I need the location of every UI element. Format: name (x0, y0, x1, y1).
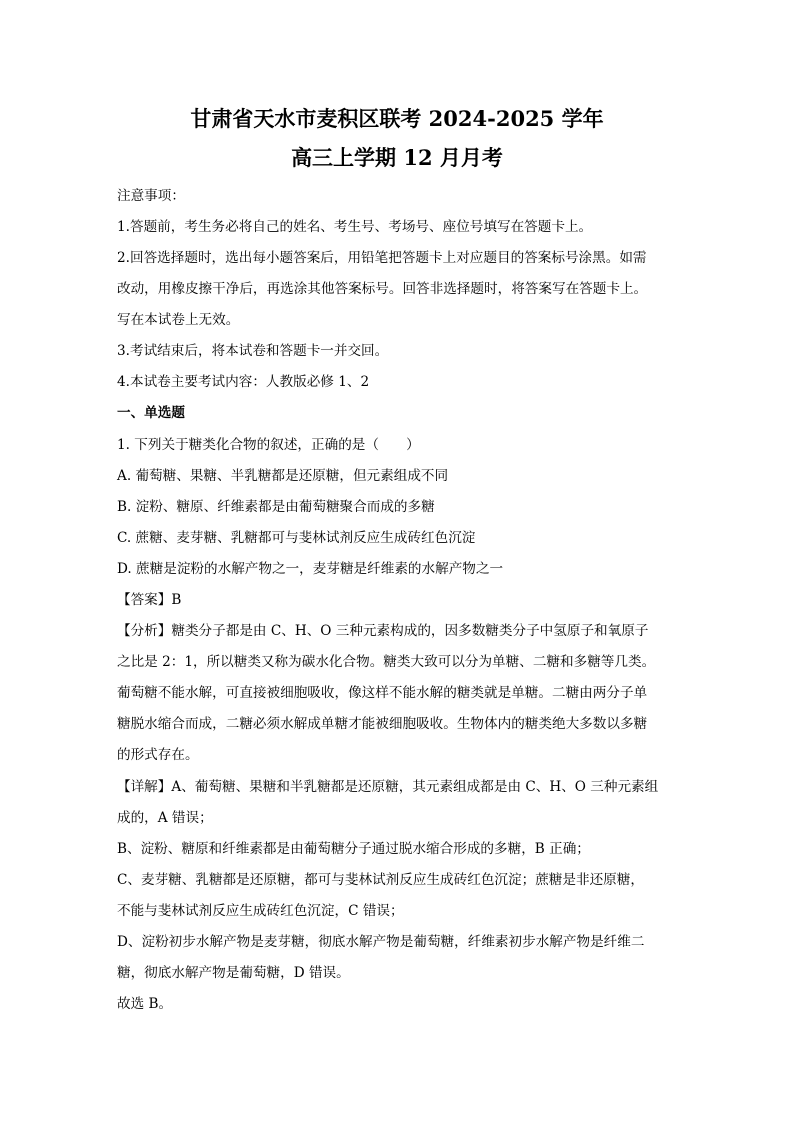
detail-line: 【详解】A、葡萄糖、果糖和半乳糖都是还原糖，其元素组成都是由 C、H、O 三种元素组 (117, 779, 659, 795)
option-a: A. 葡萄糖、果糖、半乳糖都是还原糖，但元素组成不同 (117, 468, 449, 484)
option-d: D. 蔗糖是淀粉的水解产物之一，麦芽糖是纤维素的水解产物之一 (117, 561, 504, 577)
detail-line: 糖，彻底水解产物是葡萄糖，D 错误。 (117, 965, 350, 981)
notice-line: 改动，用橡皮擦干净后，再选涂其他答案标号。回答非选择题时，将答案写在答题卡上。 (117, 281, 648, 297)
option-b: B. 淀粉、糖原、纤维素都是由葡萄糖聚合而成的多糖 (117, 499, 435, 515)
notice-line: 3.考试结束后，将本试卷和答题卡一并交回。 (117, 343, 389, 359)
analysis-line: 的形式存在。 (117, 747, 199, 763)
exam-title-line-1: 甘肃省天水市麦积区联考 2024-2025 学年 (190, 106, 604, 131)
notice-line: 1.答题前，考生务必将自己的姓名、考生号、考场号、座位号填写在答题卡上。 (117, 219, 593, 235)
answer-line: 【答案】B (117, 592, 182, 608)
question-stem: 1. 下列关于糖类化合物的叙述，正确的是（ ） (117, 437, 420, 453)
detail-line: 不能与斐林试剂反应生成砖红色沉淀，C 错误； (117, 903, 404, 919)
detail-line: B、淀粉、糖原和纤维素都是由葡萄糖分子通过脱水缩合形成的多糖，B 正确； (117, 841, 590, 857)
analysis-line: 【分析】糖类分子都是由 C、H、O 三种元素构成的，因多数糖类分子中氢原子和氧原子 (117, 623, 649, 639)
conclusion-line: 故选 B。 (117, 996, 173, 1012)
detail-line: D、淀粉初步水解产物是麦芽糖，彻底水解产物是葡萄糖，纤维素初步水解产物是纤维二 (117, 934, 645, 950)
analysis-line: 葡萄糖不能水解，可直接被细胞吸收，像这样不能水解的糖类就是单糖。二糖由两分子单 (117, 685, 648, 701)
option-c: C. 蔗糖、麦芽糖、乳糖都可与斐林试剂反应生成砖红色沉淀 (117, 530, 476, 546)
detail-line: C、麦芽糖、乳糖都是还原糖，都可与斐林试剂反应生成砖红色沉淀；蔗糖是非还原糖， (117, 872, 644, 888)
analysis-line: 之比是 2：1，所以糖类又称为碳水化合物。糖类大致可以分为单糖、二糖和多糖等几类。 (117, 654, 656, 670)
notice-line: 写在本试卷上无效。 (117, 312, 240, 328)
section-heading: 一、单选题 (117, 405, 185, 421)
notice-heading: 注意事项： (117, 188, 185, 204)
detail-line: 成的，A 错误； (117, 810, 213, 826)
notice-line: 4.本试卷主要考试内容：人教版必修 1、2 (117, 374, 370, 390)
analysis-line: 糖脱水缩合而成，二糖必须水解成单糖才能被细胞吸收。生物体内的糖类绝大多数以多糖 (117, 716, 648, 732)
notice-line: 2.回答选择题时，选出每小题答案后，用铅笔把答题卡上对应题目的答案标号涂黑。如需 (117, 250, 647, 266)
exam-title-line-2: 高三上学期 12 月月考 (291, 145, 503, 170)
